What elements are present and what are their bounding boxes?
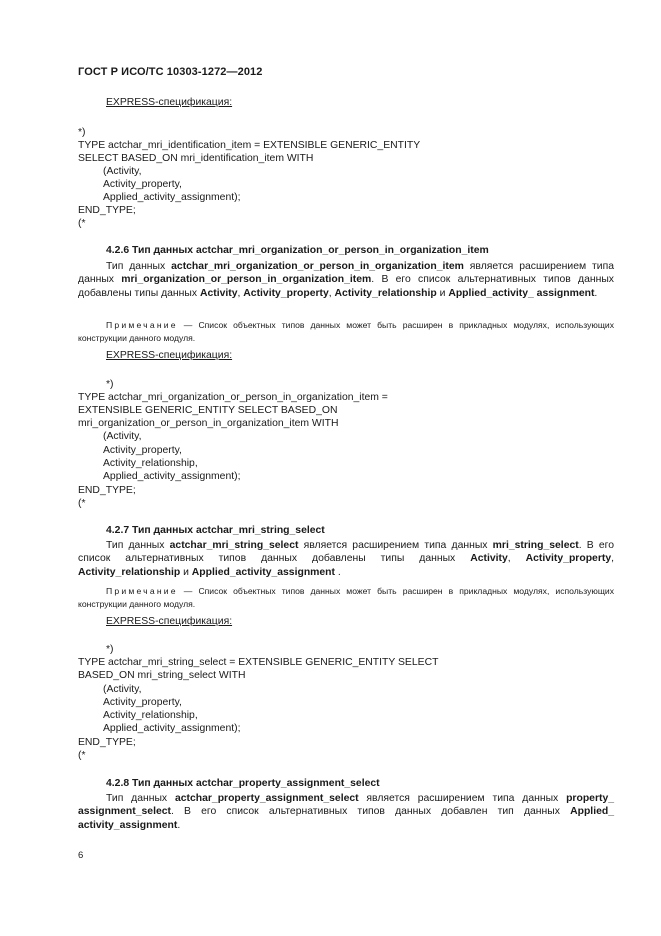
express-label: EXPRESS-спецификация: — [106, 350, 233, 361]
section-paragraph: Тип данных actchar_property_assignment_select является расширением типа данных property_ assignment_select. В его список альтернативных типов данных добавлен тип данных Applied_ activity_assignment. — [78, 793, 615, 831]
section-heading: 4.2.8 Тип данных actchar_property_assignment_select — [106, 778, 380, 789]
code-line: TYPE actchar_mri_identification_item = EXTENSIBLE GENERIC_ENTITY — [78, 140, 421, 151]
section-paragraph: Тип данных actchar_mri_string_select является расширением типа данных mri_string_select. В его список альтернативных типов данных добавлены типы данных Activity, Activity_property, Activity_relationship и Applied_activity_assignment . — [78, 540, 614, 578]
code-line: BASED_ON mri_string_select WITH — [78, 670, 246, 681]
code-line: (Activity, — [103, 166, 142, 177]
note: Примечание — Список объектных типов данных может быть расширен в прикладных модулях, использующих конструкции данного модуля. — [78, 586, 614, 609]
code-line: (Activity, — [103, 431, 142, 442]
code-line: (* — [78, 218, 86, 229]
code-line: SELECT BASED_ON mri_identification_item WITH — [78, 153, 314, 164]
code-line: (Activity, — [103, 684, 142, 695]
code-line: END_TYPE; — [78, 205, 136, 216]
code-line: (* — [78, 498, 86, 509]
code-line: Applied_activity_assignment); — [103, 471, 241, 482]
code-line: *) — [106, 379, 114, 390]
express-label: EXPRESS-спецификация: — [106, 616, 233, 627]
code-line: END_TYPE; — [78, 737, 136, 748]
section-heading: 4.2.7 Тип данных actchar_mri_string_select — [106, 525, 325, 536]
code-line: *) — [106, 644, 114, 655]
code-line: EXTENSIBLE GENERIC_ENTITY SELECT BASED_ON — [78, 405, 338, 416]
document-header: ГОСТ Р ИСО/ТС 10303-1272—2012 — [78, 66, 263, 78]
code-line: TYPE actchar_mri_organization_or_person_in_organization_item = — [78, 392, 388, 403]
code-line: Activity_relationship, — [103, 458, 198, 469]
page-number: 6 — [78, 850, 84, 861]
code-line: TYPE actchar_mri_string_select = EXTENSIBLE GENERIC_ENTITY SELECT — [78, 657, 439, 668]
code-line: (* — [78, 750, 86, 761]
note: Примечание — Список объектных типов данных может быть расширен в прикладных модулях, использующих конструкции данного модуля. — [78, 320, 614, 343]
code-line: Applied_activity_assignment); — [103, 723, 241, 734]
code-line: Applied_activity_assignment); — [103, 192, 241, 203]
code-line: Activity_property, — [103, 697, 182, 708]
code-line: Activity_property, — [103, 179, 182, 190]
code-line: mri_organization_or_person_in_organization_item WITH — [78, 418, 339, 429]
express-label: EXPRESS-спецификация: — [106, 97, 233, 108]
code-line: Activity_property, — [103, 445, 182, 456]
section-paragraph: Тип данных actchar_mri_organization_or_person_in_organization_item является расширением типа данных mri_organization_or_person_in_organization_item. В его список альтернативных типов данных добавлены типы данных Activity, Activity_property, Activity_relationship и Applied_activity_ assignment. — [78, 261, 615, 299]
section-heading: 4.2.6 Тип данных actchar_mri_organization_or_person_in_organization_item — [106, 245, 489, 256]
code-line: END_TYPE; — [78, 485, 136, 496]
code-line: *) — [78, 127, 86, 138]
code-line: Activity_relationship, — [103, 710, 198, 721]
